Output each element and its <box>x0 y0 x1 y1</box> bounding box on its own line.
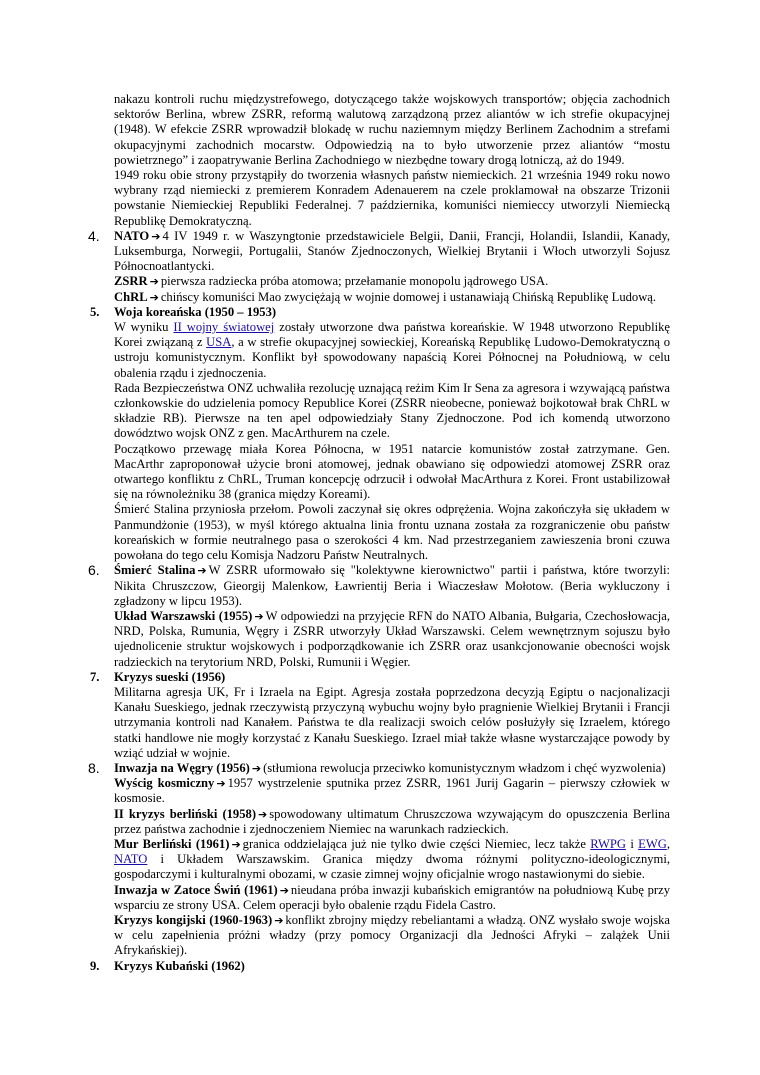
chrl-entry <box>114 290 670 305</box>
section-6 <box>88 562 670 669</box>
korea-paragraph-front: Początkowo przewagę miała Korea Północna, w 1951 natarcie komunistów został zatrzymane. Gen. MacArthr zaproponował użycie broni atomowej, jednak obawiano się odpowiedzi atomowej ZSRR oraz otwartego konfliktu z ChRL, Truman koncepcję odrzucił i odwołał MacArthura z Korei. Front ustabilizował się na równoleżniku 38 (granica między Koreami). <box>114 441 670 502</box>
warsaw-pact-entry: Układ Warszawski (1955) ➔ W odpowiedzi na przyjęcie RFN do NATO Albania, Bułgaria, Czechosłowacja, NRD, Polska, Rumunia, Węgry i ZSRR utworzyły Układ Warszawski. Celem wewnętrznym sojuszu było ujednolicenie struktur wojskowych i podporządkowanie ich ZSRR oraz usankcjonowanie obecności wojsk radzieckich na terytorium NRD, Polski, Rumunii i Węgier. <box>114 608 670 669</box>
arrow-icon: ➔ <box>274 913 284 927</box>
chrl-label: ChRL <box>114 289 148 304</box>
section-title: Woja koreańska (1950 – 1953) <box>114 304 277 319</box>
nato-label: NATO <box>114 228 150 243</box>
arrow-icon: ➔ <box>279 883 289 897</box>
korea-paragraph-armistice: Śmierć Stalina przyniosła przełom. Powoli zaczynał się okres odprężenia. Wojna zakończyła się układem w Panmundżonie (1953), w myśl którego aktualna linia frontu uznana została za rozgraniczenie obu państw koreańskich w formie neutralnego pasa o szerokości 4 km. Nad przestrzeganiem zawieszenia broni czuwa powołana do tego celu Komisja Nadzoru Państw Neutralnych. <box>114 502 670 563</box>
section-number: 9. <box>90 958 100 973</box>
section-title: Kryzys sueski (1956) <box>114 669 226 684</box>
document-content <box>88 92 671 974</box>
arrow-icon: ➔ <box>149 290 159 304</box>
bay-of-pigs-entry: Inwazja w Zatoce Świń (1961) ➔ nieudana próba inwazji kubańskich emigrantów na południową Kubę przy wsparciu ze strony USA. Celem operacji było obalenie rządu Fidela Castro. <box>114 882 670 912</box>
zsrr-label: ZSRR <box>114 274 148 289</box>
intro-paragraph-german-states: 1949 roku obie strony przystąpiły do tworzenia własnych państw niemieckich. 21 września 1949 roku nowo wybrany rząd niemiecki z premierem Konradem Adenauerem na czele proklamował na obszarze Trizonii powstanie Niemieckiej Republiki Federalnej. 7 października, komuniści niemieccy utworzyli Niemiecką Republikę Demokratyczną. <box>114 168 670 228</box>
section-5 <box>90 304 670 563</box>
berlin-wall-entry: Mur Berliński (1961) ➔ granica oddzielająca już nie tylko dwie części Niemiec, lecz także RWPG i EWG, NATO i Układem Warszawskim. Granica między dwoma różnymi polityczno-ideologicznymi, gospodarczymi i kulturalnymi obozami, w czasie zimnej wojny oficjalnie wrogo nastawionymi do siebie. <box>114 836 670 882</box>
arrow-icon: ➔ <box>251 761 262 775</box>
space-race-entry: Wyścig kosmiczny ➔ 1957 wystrzelenie sputnika przez ZSRR, 1961 Jurij Gagarin – pierwszy człowiek w kosmosie. <box>114 776 670 806</box>
chrl-text: chińscy komuniści Mao zwyciężają w wojnie domowej i ustanawiają Chińską Republikę Ludową. <box>160 289 657 304</box>
arrow-icon: ➔ <box>151 229 161 243</box>
link-ewg[interactable]: EWG <box>638 836 667 851</box>
warsaw-pact-label: Układ Warszawski (1955) <box>114 608 253 623</box>
arrow-icon: ➔ <box>149 275 159 289</box>
berlin-crisis-entry: II kryzys berliński (1958) ➔ spowodowany ultimatum Chruszczowa wzywającym do opuszczenia Berlina przez państwa zachodnie i zjednoczeniem Niemiec na warunkach radzieckich. <box>114 806 670 836</box>
berlin-wall-label: Mur Berliński (1961) <box>114 836 230 851</box>
intro-paragraph-berlin-blockade: nakazu kontroli ruchu międzystrefowego, dotyczącego także wojskowych transportów; objęcia zachodnich sektorów Berlina, wbrew ZSRR, reformą walutową zarządzoną przez aliantów w ich strefie okupacyjnej (1948). W efekcie ZSRR wprowadził blokadę w ruchu naziemnym między Berlinem Zachodnim a strefami okupacyjnymi zachodnich mocarstw. Odpowiedzią na to było utworzenie przez aliantów “mostu powietrznego” i zaopatrywanie Berlina Zachodniego w niezbędne towary drogą lotniczą, aż do 1949. <box>114 92 670 167</box>
korea-paragraph-origins: W wyniku II wojny światowej zostały utworzone dwa państwa koreańskie. W 1948 utworzono Republikę Korei związaną z USA, a w strefie okupacyjnej sowieckiej, Koreańską Republikę Ludowo-Demokratyczną o ustroju komunistycznym. Konflikt był spowodowany napaścią Korei Północnej na Południową, w celu obalenia rządu i zjednoczenia. <box>114 320 670 380</box>
congo-crisis-entry: Kryzys kongijski (1960-1963) ➔ konflikt zbrojny między rebeliantami a władzą. ONZ wysłało swoje wojska w celu zapełnienia próżni władzy (przy pomocy Organizacji dla Jedności Afryki – zalążek Unii Afrykańskiej). <box>114 912 671 958</box>
section-9 <box>90 958 670 974</box>
stalin-label: Śmierć Stalina <box>114 563 196 578</box>
nato-entry <box>114 229 670 275</box>
arrow-icon: ➔ <box>254 609 264 623</box>
space-race-label: Wyścig kosmiczny <box>114 776 215 791</box>
suez-paragraph: Militarna agresja UK, Fr i Izraela na Egipt. Agresja została poprzedzona decyzją Egiptu o nacjonalizacji Kanału Sueskiego, jednak rzeczywistą przyczyną wybuchu wojny było pragnienie Wielkiej Brytanii i Francji utrzymania kontroli nad Kanałem. Państwa te dla realizacji swoich celów posłużyły się Izraelem, którego statki handlowe nie mogły korzystać z Kanału Sueskiego. Izrael miał także własne wystarczające powody by wziąć udział w wojnie. <box>114 684 670 760</box>
zsrr-entry <box>114 274 670 289</box>
section-number: 7. <box>90 669 100 684</box>
arrow-icon: ➔ <box>216 777 226 791</box>
link-usa[interactable]: USA <box>206 335 232 350</box>
nato-text: 4 IV 1949 r. w Waszyngtonie przedstawiciele Belgii, Danii, Francji, Holandii, Islandii, Kanady, Luksemburga, Norwegii, Portugalii, Stanów Zjednoczonych, Wielkiej Brytanii i Włoch utworzyli Sojusz Północnoatlantycki. <box>114 228 670 274</box>
section-8 <box>88 759 671 959</box>
hungary-label: Inwazja na Węgry (1956) <box>114 760 250 775</box>
link-ii-world-war[interactable]: II wojny światowej <box>173 320 275 335</box>
arrow-icon: ➔ <box>258 807 268 821</box>
link-nato[interactable]: NATO <box>114 852 148 867</box>
arrow-icon: ➔ <box>231 837 241 851</box>
arrow-icon: ➔ <box>197 564 207 578</box>
section-number: 4. <box>88 227 100 244</box>
section-4 <box>88 227 670 305</box>
hungary-entry: Inwazja na Węgry (1956) ➔ (stłumiona rewolucja przeciwko komunistycznym władzom i chęć wyzwolenia) <box>114 760 666 775</box>
korea-paragraph-un: Rada Bezpieczeństwa ONZ uchwaliła rezolucję uznającą reżim Kim Ir Sena za agresora i wzywającą państwa członkowskie do udzielenia pomocy Republice Korei (ZSRR nieobecne, ponieważ bojkotował brak ChRL w składzie RB). Pierwsze na ten apel odpowiedziały Stany Zjednoczone. Pod ich komendą utworzono dowództwo wojsk ONZ z gen. MacArthurem na czele. <box>114 380 670 441</box>
berlin-crisis-label: II kryzys berliński (1958) <box>114 806 257 821</box>
section-number: 8. <box>88 759 100 776</box>
section-title: Kryzys Kubański (1962) <box>114 958 245 973</box>
section-number: 6. <box>88 562 100 579</box>
bay-of-pigs-label: Inwazja w Zatoce Świń (1961) <box>114 882 278 897</box>
congo-crisis-label: Kryzys kongijski (1960-1963) <box>114 912 273 927</box>
section-number: 5. <box>90 304 100 319</box>
stalin-entry: Śmierć Stalina ➔ W ZSRR uformowało się "kolektywne kierownictwo" partii i państwa, które tworzyli: Nikita Chruszczow, Gieorgij Malenkow, Ławrientij Beria i Wiaczesław Mołotow. (Beria wykluczony i zgładzony w lipcu 1953). <box>114 563 670 608</box>
zsrr-text: pierwsza radziecka próba atomowa; przełamanie monopolu jądrowego USA. <box>160 274 549 289</box>
link-rwpg[interactable]: RWPG <box>590 836 626 851</box>
section-7 <box>90 669 670 761</box>
